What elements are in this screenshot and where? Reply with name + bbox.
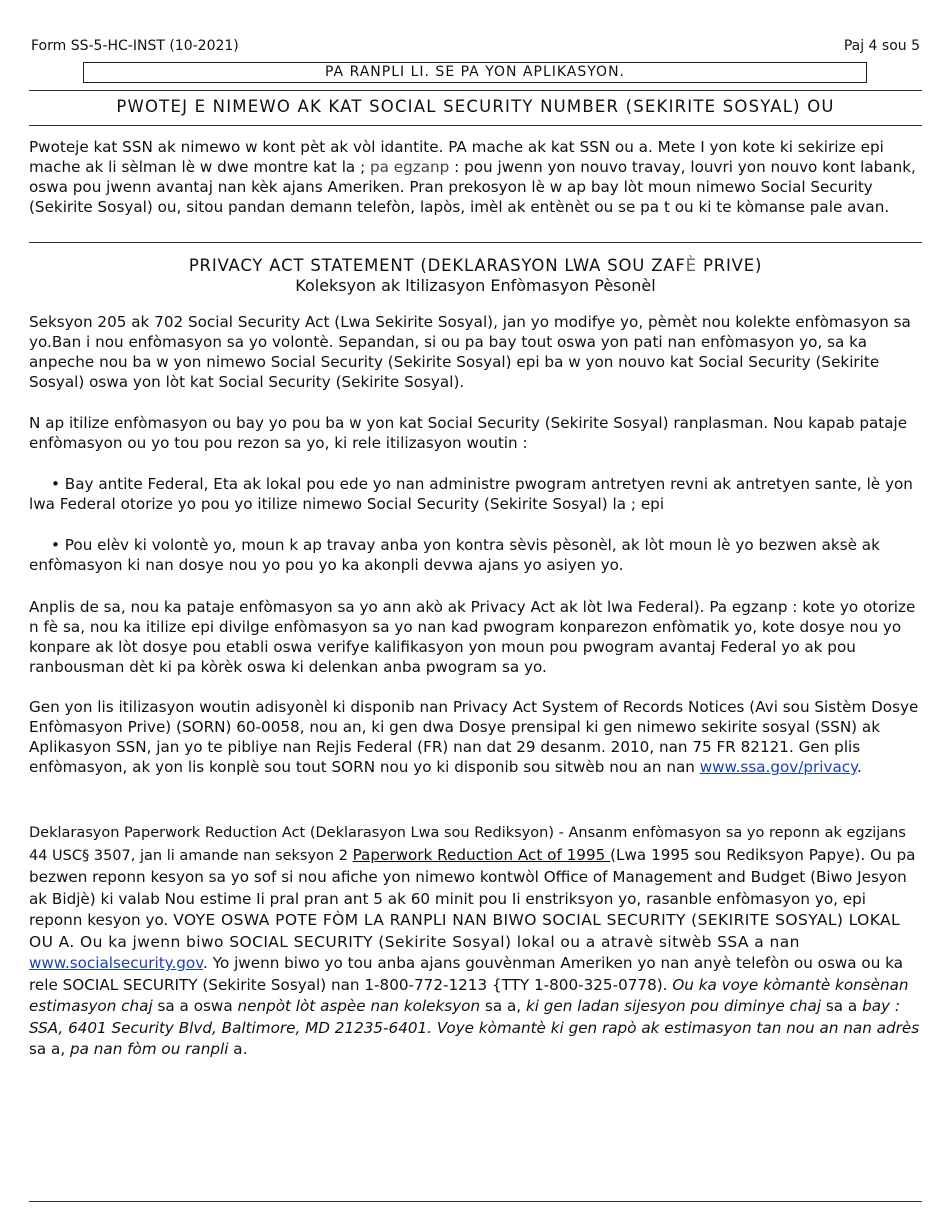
section-protect-ssn-title: PWOTEJ E NIMEWO AK KAT SOCIAL SECURITY NUMBER (SEKIRITE SOSYAL) OU <box>116 97 835 116</box>
privacy-act-paragraph-4: Gen yon lis itilizasyon woutin adisyonèl ki disponib nan Privacy Act System of Records Notices (Avi sou Sistèm Dosye Enfòmasyon Prive) (SORN) 60-0058, nou an, ki gen dwa Dosye prensipal ki gen nimewo sekirite sosyal (SSN) ak Aplikasyon SSN, jan yo te pibliye nan Rejis Federal (FR) nan dat 29 desanm. 2010, nan 75 FR 82121. Gen plis enfòmasyon, ak yon lis konplè sou tout SORN nou yo ki disponib sou sitwèb nou an nan www.ssa.gov/privacy. <box>29 698 919 776</box>
privacy-act-paragraph-3: Anplis de sa, nou ka pataje enfòmasyon sa yo ann akò ak Privacy Act ak lòt lwa Federal). Pa egzanp : kote yo otorize n fè sa, nou ka itilize epi divilge enfòmasyon sa yo nan kad pwogram konparezon enfòmatik yo, kote dosye nou yo konpare ak lòt dosye pou etabli oswa verifye kalifikasyon yon moun pou pwogram avantaj Federal yo ak pou ranbousman dèt ki pa kòrèk oswa ki delenkan anba pwogram sa yo. <box>29 598 916 676</box>
divider <box>29 125 922 126</box>
ssa-privacy-link[interactable]: www.ssa.gov/privacy <box>699 758 857 776</box>
paperwork-reduction-act-statement: Deklarasyon Paperwork Reduction Act (Deklarasyon Lwa sou Rediksyon) - Ansanm enfòmasyon sa yo reponn ak egzijans 44 USC§ 3507, jan li amande nan seksyon 2 Paperwork Reduction Act of 1995 (Lwa 1995 sou Rediksyon Papye). Ou pa bezwen reponn kesyon sa yo sof si nou afiche yon nimewo kontwòl Office of Management and Budget (Biwo Jesyon ak Bidjè) ki valab Nou estime Ii pral pran ant 5 ak 60 minit pou Ii enstriksyon yo, rasanble enfòmasyon yo, epi reponn kesyon yo. VOYE OSWA POTE FÒM LA RANPLI NAN BIWO SOCIAL SECURITY (SEKIRITE SOSYAL) LOKAL OU A. Ou ka jwenn biwo SOCIAL SECURITY (Sekirite Sosyal) lokal ou a atravè sitwèb SSA a nan www.socialsecurity.gov. Yo jwenn biwo yo tou anba ajans gouvènman Ameriken yo nan anyè telefòn ou oswa ou ka rele SOCIAL SECURITY (Sekirite Sosyal) nan 1-800-772-1213 {TTY 1-800-325-0778). Ou ka voye kòmantè konsènan estimasyon chaj sa a oswa nenpòt lòt aspèe nan koleksyon sa a, ki gen ladan sijesyon pou diminye chaj sa a bay : SSA, 6401 Security Blvd, Baltimore, MD 21235-6401. Voye kòmantè ki gen rapò ak estimasyon tan nou an nan adrès sa a, pa nan fòm ou ranpli a. <box>29 825 920 1058</box>
divider <box>29 90 922 91</box>
privacy-act-bullet-1: • Bay antite Federal, Eta ak lokal pou ede yo nan administre pwogram antretyen revni ak antretyen sante, lè yon lwa Federal otorize yo pou yo itilize nimewo Social Security (Sekirite Sosyal) la ; epi <box>29 475 913 513</box>
form-id: Form SS-5-HC-INST (10-2021) <box>31 38 239 54</box>
privacy-act-paragraph-1: Seksyon 205 ak 702 Social Security Act (Lwa Sekirite Sosyal), jan yo modifye yo, pèmèt nou kolekte enfòmasyon sa yo.Ban i nou enfòmasyon sa yo volontè. Sepandan, si ou pa bay tout oswa yon pati nan enfòmasyon yo, sa ka anpeche nou ba w yon nimewo Social Security (Sekirite Sosyal) epi ba w yon nouvo kat Social Security (Sekirite Sosyal) oswa yon lòt kat Social Security (Sekirite Sosyal). <box>29 313 911 391</box>
social-security-website-link[interactable]: www.socialsecurity.gov <box>29 954 204 972</box>
page-number: Paj 4 sou 5 <box>843 38 920 54</box>
footer-divider <box>29 1201 922 1202</box>
privacy-act-subtitle: Koleksyon ak ltilizasyon Enfòmasyon Pèsonèl <box>295 276 656 295</box>
privacy-act-bullet-2: • Pou elèv ki volontè yo, moun k ap travay anba yon kontra sèvis pèsonèl, ak lòt moun lè yo bezwen aksè ak enfòmasyon ki nan dosye nou yo pou yo ka akonpli devwa ajans yo asiyen yo. <box>29 536 880 574</box>
privacy-act-title: PRIVACY ACT STATEMENT (DEKLARASYON LWA SOU ZAFÈ PRIVE) <box>188 256 763 275</box>
divider <box>29 242 922 243</box>
do-not-fill-banner: PA RANPLI LI. SE PA YON APLIKASYON. <box>83 62 867 83</box>
section-protect-ssn-body: Pwoteje kat SSN ak nimewo w kont pèt ak vòl idantite. PA mache ak kat SSN ou a. Mete I yon kote ki sekirize epi mache ak li sèlman lè w dwe montre kat la ; pa egzanp : pou jwenn yon nouvo travay, louvri yon nouvo kont labank, oswa pou jwenn avantaj nan kèk ajans Ameriken. Pran prekosyon lè w ap bay lòt moun nimewo Social Security (Sekirite Sosyal) ou, sitou pandan demann telefòn, lapòs, imèl ak entènèt ou se pa t ou ki te kòmanse pale avan. <box>29 138 916 216</box>
privacy-act-paragraph-2: N ap itilize enfòmasyon ou bay yo pou ba w yon kat Social Security (Sekirite Sosyal) ranplasman. Nou kapab pataje enfòmasyon ou yo tou pou rezon sa yo, ki rele itilizasyon woutin : <box>29 414 908 452</box>
